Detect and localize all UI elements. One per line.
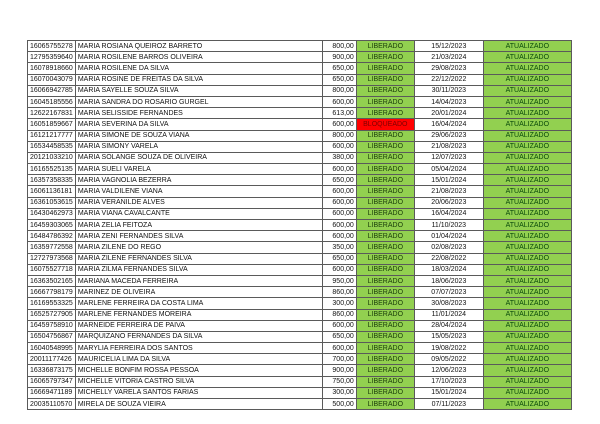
table-row <box>28 164 572 175</box>
amount-cell: 600,00 <box>322 197 356 208</box>
cpf-cell: 16363502165 <box>28 275 76 286</box>
cpf-cell: 16361053615 <box>28 197 76 208</box>
cpf-cell: 12622167831 <box>28 108 76 119</box>
cpf-cell: 16459758910 <box>28 320 76 331</box>
amount-cell: 900,00 <box>322 52 356 63</box>
date-cell: 18/06/2023 <box>414 275 483 286</box>
table-row <box>28 275 572 286</box>
update-status-cell: ATUALIZADO <box>483 85 571 96</box>
status-cell: LIBERADO <box>356 242 414 253</box>
status-cell: LIBERADO <box>356 231 414 242</box>
table-row <box>28 264 572 275</box>
name-cell: MARNEIDE FERREIRA DE PAIVA <box>75 320 322 331</box>
status-cell: LIBERADO <box>356 208 414 219</box>
amount-cell: 600,00 <box>322 141 356 152</box>
name-cell: MARIA ZENI FERNANDES SILVA <box>75 231 322 242</box>
table-row <box>28 343 572 354</box>
beneficiary-table <box>27 40 572 410</box>
cpf-cell: 16534458535 <box>28 141 76 152</box>
name-cell: MARIA SOLANGE SOUZA DE OLIVEIRA <box>75 152 322 163</box>
table-row <box>28 220 572 231</box>
update-status-cell: ATUALIZADO <box>483 387 571 398</box>
amount-cell: 650,00 <box>322 175 356 186</box>
name-cell: MIRELA DE SOUZA VIEIRA <box>75 399 322 410</box>
cpf-cell: 16667798179 <box>28 287 76 298</box>
name-cell: MARIA VIANA CAVALCANTE <box>75 208 322 219</box>
name-cell: MARIA ZILENE DO REGO <box>75 242 322 253</box>
table-row <box>28 376 572 387</box>
update-status-cell: ATUALIZADO <box>483 264 571 275</box>
amount-cell: 860,00 <box>322 287 356 298</box>
name-cell: MARIA VALDILENE VIANA <box>75 186 322 197</box>
table-row <box>28 141 572 152</box>
name-cell: MICHELLE BONFIM ROSSA PESSOA <box>75 365 322 376</box>
amount-cell: 900,00 <box>322 365 356 376</box>
amount-cell: 500,00 <box>322 399 356 410</box>
amount-cell: 650,00 <box>322 331 356 342</box>
name-cell: MARIA ZILMA FERNANDES SILVA <box>75 264 322 275</box>
name-cell: MARIA ROSINE DE FREITAS DA SILVA <box>75 74 322 85</box>
cpf-cell: 20011177426 <box>28 354 76 365</box>
status-cell: LIBERADO <box>356 253 414 264</box>
date-cell: 07/11/2023 <box>414 399 483 410</box>
date-cell: 22/12/2022 <box>414 74 483 85</box>
status-cell: LIBERADO <box>356 96 414 107</box>
date-cell: 15/12/2023 <box>414 41 483 52</box>
date-cell: 16/04/2024 <box>414 208 483 219</box>
date-cell: 15/01/2024 <box>414 175 483 186</box>
cpf-cell: 16357358335 <box>28 175 76 186</box>
table-row <box>28 309 572 320</box>
update-status-cell: ATUALIZADO <box>483 331 571 342</box>
date-cell: 21/08/2023 <box>414 141 483 152</box>
table-row <box>28 298 572 309</box>
cpf-cell: 16051859667 <box>28 119 76 130</box>
amount-cell: 800,00 <box>322 130 356 141</box>
cpf-cell: 16040548995 <box>28 343 76 354</box>
status-cell: LIBERADO <box>356 354 414 365</box>
status-cell: LIBERADO <box>356 343 414 354</box>
amount-cell: 300,00 <box>322 387 356 398</box>
amount-cell: 600,00 <box>322 119 356 130</box>
status-cell: LIBERADO <box>356 85 414 96</box>
amount-cell: 650,00 <box>322 63 356 74</box>
amount-cell: 600,00 <box>322 220 356 231</box>
date-cell: 15/01/2024 <box>414 387 483 398</box>
status-cell: LIBERADO <box>356 152 414 163</box>
name-cell: MARIA SELISSIDE FERNANDES <box>75 108 322 119</box>
name-cell: MARIA ROSILENE DA SILVA <box>75 63 322 74</box>
status-cell: LIBERADO <box>356 164 414 175</box>
amount-cell: 600,00 <box>322 96 356 107</box>
status-cell: LIBERADO <box>356 275 414 286</box>
name-cell: MARLENE FERREIRA DA COSTA LIMA <box>75 298 322 309</box>
table-row <box>28 242 572 253</box>
cpf-cell: 16065797347 <box>28 376 76 387</box>
update-status-cell: ATUALIZADO <box>483 197 571 208</box>
name-cell: MARYLIA FERREIRA DOS SANTOS <box>75 343 322 354</box>
table-row <box>28 74 572 85</box>
status-cell: BLOQUEADO <box>356 119 414 130</box>
update-status-cell: ATUALIZADO <box>483 141 571 152</box>
date-cell: 28/04/2024 <box>414 320 483 331</box>
date-cell: 02/08/2023 <box>414 242 483 253</box>
update-status-cell: ATUALIZADO <box>483 208 571 219</box>
amount-cell: 800,00 <box>322 41 356 52</box>
status-cell: LIBERADO <box>356 41 414 52</box>
amount-cell: 600,00 <box>322 343 356 354</box>
name-cell: MARIA SIMONE DE SOUZA VIANA <box>75 130 322 141</box>
update-status-cell: ATUALIZADO <box>483 74 571 85</box>
date-cell: 29/08/2023 <box>414 63 483 74</box>
cpf-cell: 16430462973 <box>28 208 76 219</box>
table-row <box>28 354 572 365</box>
date-cell: 09/05/2022 <box>414 354 483 365</box>
table-row <box>28 399 572 410</box>
update-status-cell: ATUALIZADO <box>483 186 571 197</box>
cpf-cell: 16075527718 <box>28 264 76 275</box>
date-cell: 01/04/2024 <box>414 231 483 242</box>
status-cell: LIBERADO <box>356 264 414 275</box>
table-row <box>28 320 572 331</box>
date-cell: 07/07/2023 <box>414 287 483 298</box>
status-cell: LIBERADO <box>356 108 414 119</box>
date-cell: 16/04/2024 <box>414 119 483 130</box>
cpf-cell: 16165525135 <box>28 164 76 175</box>
date-cell: 18/03/2024 <box>414 264 483 275</box>
update-status-cell: ATUALIZADO <box>483 119 571 130</box>
name-cell: MARIA ZELIA FEITOZA <box>75 220 322 231</box>
update-status-cell: ATUALIZADO <box>483 220 571 231</box>
update-status-cell: ATUALIZADO <box>483 152 571 163</box>
update-status-cell: ATUALIZADO <box>483 354 571 365</box>
cpf-cell: 16459303065 <box>28 220 76 231</box>
update-status-cell: ATUALIZADO <box>483 41 571 52</box>
update-status-cell: ATUALIZADO <box>483 275 571 286</box>
update-status-cell: ATUALIZADO <box>483 399 571 410</box>
status-cell: LIBERADO <box>356 399 414 410</box>
update-status-cell: ATUALIZADO <box>483 365 571 376</box>
update-status-cell: ATUALIZADO <box>483 242 571 253</box>
status-cell: LIBERADO <box>356 197 414 208</box>
name-cell: MARIA VERANILDE ALVES <box>75 197 322 208</box>
amount-cell: 600,00 <box>322 208 356 219</box>
table-row <box>28 85 572 96</box>
cpf-cell: 16484786392 <box>28 231 76 242</box>
cpf-cell: 16336873175 <box>28 365 76 376</box>
cpf-cell: 12727973568 <box>28 253 76 264</box>
update-status-cell: ATUALIZADO <box>483 376 571 387</box>
table-row <box>28 130 572 141</box>
status-cell: LIBERADO <box>356 376 414 387</box>
update-status-cell: ATUALIZADO <box>483 298 571 309</box>
name-cell: MARIA SIMONY VARELA <box>75 141 322 152</box>
table-row <box>28 108 572 119</box>
cpf-cell: 16121217777 <box>28 130 76 141</box>
amount-cell: 800,00 <box>322 85 356 96</box>
update-status-cell: ATUALIZADO <box>483 175 571 186</box>
amount-cell: 613,00 <box>322 108 356 119</box>
amount-cell: 600,00 <box>322 186 356 197</box>
table-row <box>28 152 572 163</box>
date-cell: 05/04/2024 <box>414 164 483 175</box>
name-cell: MARIA SEVERINA DA SILVA <box>75 119 322 130</box>
table-row <box>28 175 572 186</box>
amount-cell: 600,00 <box>322 264 356 275</box>
date-cell: 30/11/2023 <box>414 85 483 96</box>
name-cell: MICHELLY VARELA SANTOS FARIAS <box>75 387 322 398</box>
cpf-cell: 16169553325 <box>28 298 76 309</box>
update-status-cell: ATUALIZADO <box>483 130 571 141</box>
cpf-cell: 16061136181 <box>28 186 76 197</box>
table-row <box>28 186 572 197</box>
status-cell: LIBERADO <box>356 309 414 320</box>
cpf-cell: 16070043079 <box>28 74 76 85</box>
date-cell: 20/01/2024 <box>414 108 483 119</box>
status-cell: LIBERADO <box>356 74 414 85</box>
amount-cell: 860,00 <box>322 309 356 320</box>
name-cell: MARIA ROSILENE BARROS OLIVEIRA <box>75 52 322 63</box>
update-status-cell: ATUALIZADO <box>483 309 571 320</box>
date-cell: 29/06/2023 <box>414 130 483 141</box>
update-status-cell: ATUALIZADO <box>483 320 571 331</box>
table-row <box>28 231 572 242</box>
name-cell: MARIA ZILENE FERNANDES SILVA <box>75 253 322 264</box>
update-status-cell: ATUALIZADO <box>483 108 571 119</box>
name-cell: MARLENE FERNANDES MOREIRA <box>75 309 322 320</box>
name-cell: MARIA SANDRA DO ROSARIO GURGEL <box>75 96 322 107</box>
cpf-cell: 16669471189 <box>28 387 76 398</box>
date-cell: 19/08/2022 <box>414 343 483 354</box>
amount-cell: 650,00 <box>322 74 356 85</box>
date-cell: 15/05/2023 <box>414 331 483 342</box>
amount-cell: 380,00 <box>322 152 356 163</box>
cpf-cell: 16359772558 <box>28 242 76 253</box>
cpf-cell: 20121033210 <box>28 152 76 163</box>
status-cell: LIBERADO <box>356 63 414 74</box>
name-cell: MARIANA MACEDA FERREIRA <box>75 275 322 286</box>
cpf-cell: 16504756867 <box>28 331 76 342</box>
cpf-cell: 16065755278 <box>28 41 76 52</box>
name-cell: MICHELLE VITORIA CASTRO SILVA <box>75 376 322 387</box>
update-status-cell: ATUALIZADO <box>483 253 571 264</box>
status-cell: LIBERADO <box>356 220 414 231</box>
date-cell: 12/06/2023 <box>414 365 483 376</box>
date-cell: 22/08/2022 <box>414 253 483 264</box>
date-cell: 14/04/2023 <box>414 96 483 107</box>
status-cell: LIBERADO <box>356 331 414 342</box>
status-cell: LIBERADO <box>356 141 414 152</box>
status-cell: LIBERADO <box>356 52 414 63</box>
date-cell: 12/07/2023 <box>414 152 483 163</box>
name-cell: MARIA VAGNOLIA BEZERRA <box>75 175 322 186</box>
cpf-cell: 16525727905 <box>28 309 76 320</box>
amount-cell: 350,00 <box>322 242 356 253</box>
table-row <box>28 387 572 398</box>
amount-cell: 300,00 <box>322 298 356 309</box>
status-cell: LIBERADO <box>356 298 414 309</box>
name-cell: MARQUIZANO FERNANDES DA SILVA <box>75 331 322 342</box>
date-cell: 11/01/2024 <box>414 309 483 320</box>
update-status-cell: ATUALIZADO <box>483 231 571 242</box>
status-cell: LIBERADO <box>356 320 414 331</box>
table-row <box>28 119 572 130</box>
update-status-cell: ATUALIZADO <box>483 164 571 175</box>
date-cell: 30/08/2023 <box>414 298 483 309</box>
cpf-cell: 16066942785 <box>28 85 76 96</box>
cpf-cell: 20035110570 <box>28 399 76 410</box>
amount-cell: 700,00 <box>322 354 356 365</box>
date-cell: 21/03/2024 <box>414 52 483 63</box>
date-cell: 17/10/2023 <box>414 376 483 387</box>
update-status-cell: ATUALIZADO <box>483 96 571 107</box>
table-row <box>28 197 572 208</box>
status-cell: LIBERADO <box>356 175 414 186</box>
table-row <box>28 208 572 219</box>
cpf-cell: 12795359640 <box>28 52 76 63</box>
status-cell: LIBERADO <box>356 130 414 141</box>
amount-cell: 600,00 <box>322 231 356 242</box>
amount-cell: 750,00 <box>322 376 356 387</box>
table-row <box>28 365 572 376</box>
status-cell: LIBERADO <box>356 365 414 376</box>
table-row <box>28 63 572 74</box>
update-status-cell: ATUALIZADO <box>483 287 571 298</box>
status-cell: LIBERADO <box>356 387 414 398</box>
amount-cell: 950,00 <box>322 275 356 286</box>
name-cell: MARIA SAYELLE SOUZA SILVA <box>75 85 322 96</box>
date-cell: 20/06/2023 <box>414 197 483 208</box>
update-status-cell: ATUALIZADO <box>483 63 571 74</box>
table-row <box>28 52 572 63</box>
date-cell: 21/08/2023 <box>414 186 483 197</box>
name-cell: MARIA SUELI VARELA <box>75 164 322 175</box>
amount-cell: 600,00 <box>322 164 356 175</box>
cpf-cell: 16078918660 <box>28 63 76 74</box>
table-body <box>28 41 572 410</box>
cpf-cell: 16045185556 <box>28 96 76 107</box>
name-cell: MAURICELIA LIMA DA SILVA <box>75 354 322 365</box>
update-status-cell: ATUALIZADO <box>483 52 571 63</box>
table-row <box>28 41 572 52</box>
amount-cell: 650,00 <box>322 253 356 264</box>
table-row <box>28 253 572 264</box>
date-cell: 11/10/2023 <box>414 220 483 231</box>
status-cell: LIBERADO <box>356 287 414 298</box>
amount-cell: 600,00 <box>322 320 356 331</box>
table-row <box>28 287 572 298</box>
name-cell: MARIA ROSIANA QUEIROZ BARRETO <box>75 41 322 52</box>
status-cell: LIBERADO <box>356 186 414 197</box>
update-status-cell: ATUALIZADO <box>483 343 571 354</box>
name-cell: MARINEZ DE OLIVEIRA <box>75 287 322 298</box>
table-row <box>28 96 572 107</box>
table-row <box>28 331 572 342</box>
